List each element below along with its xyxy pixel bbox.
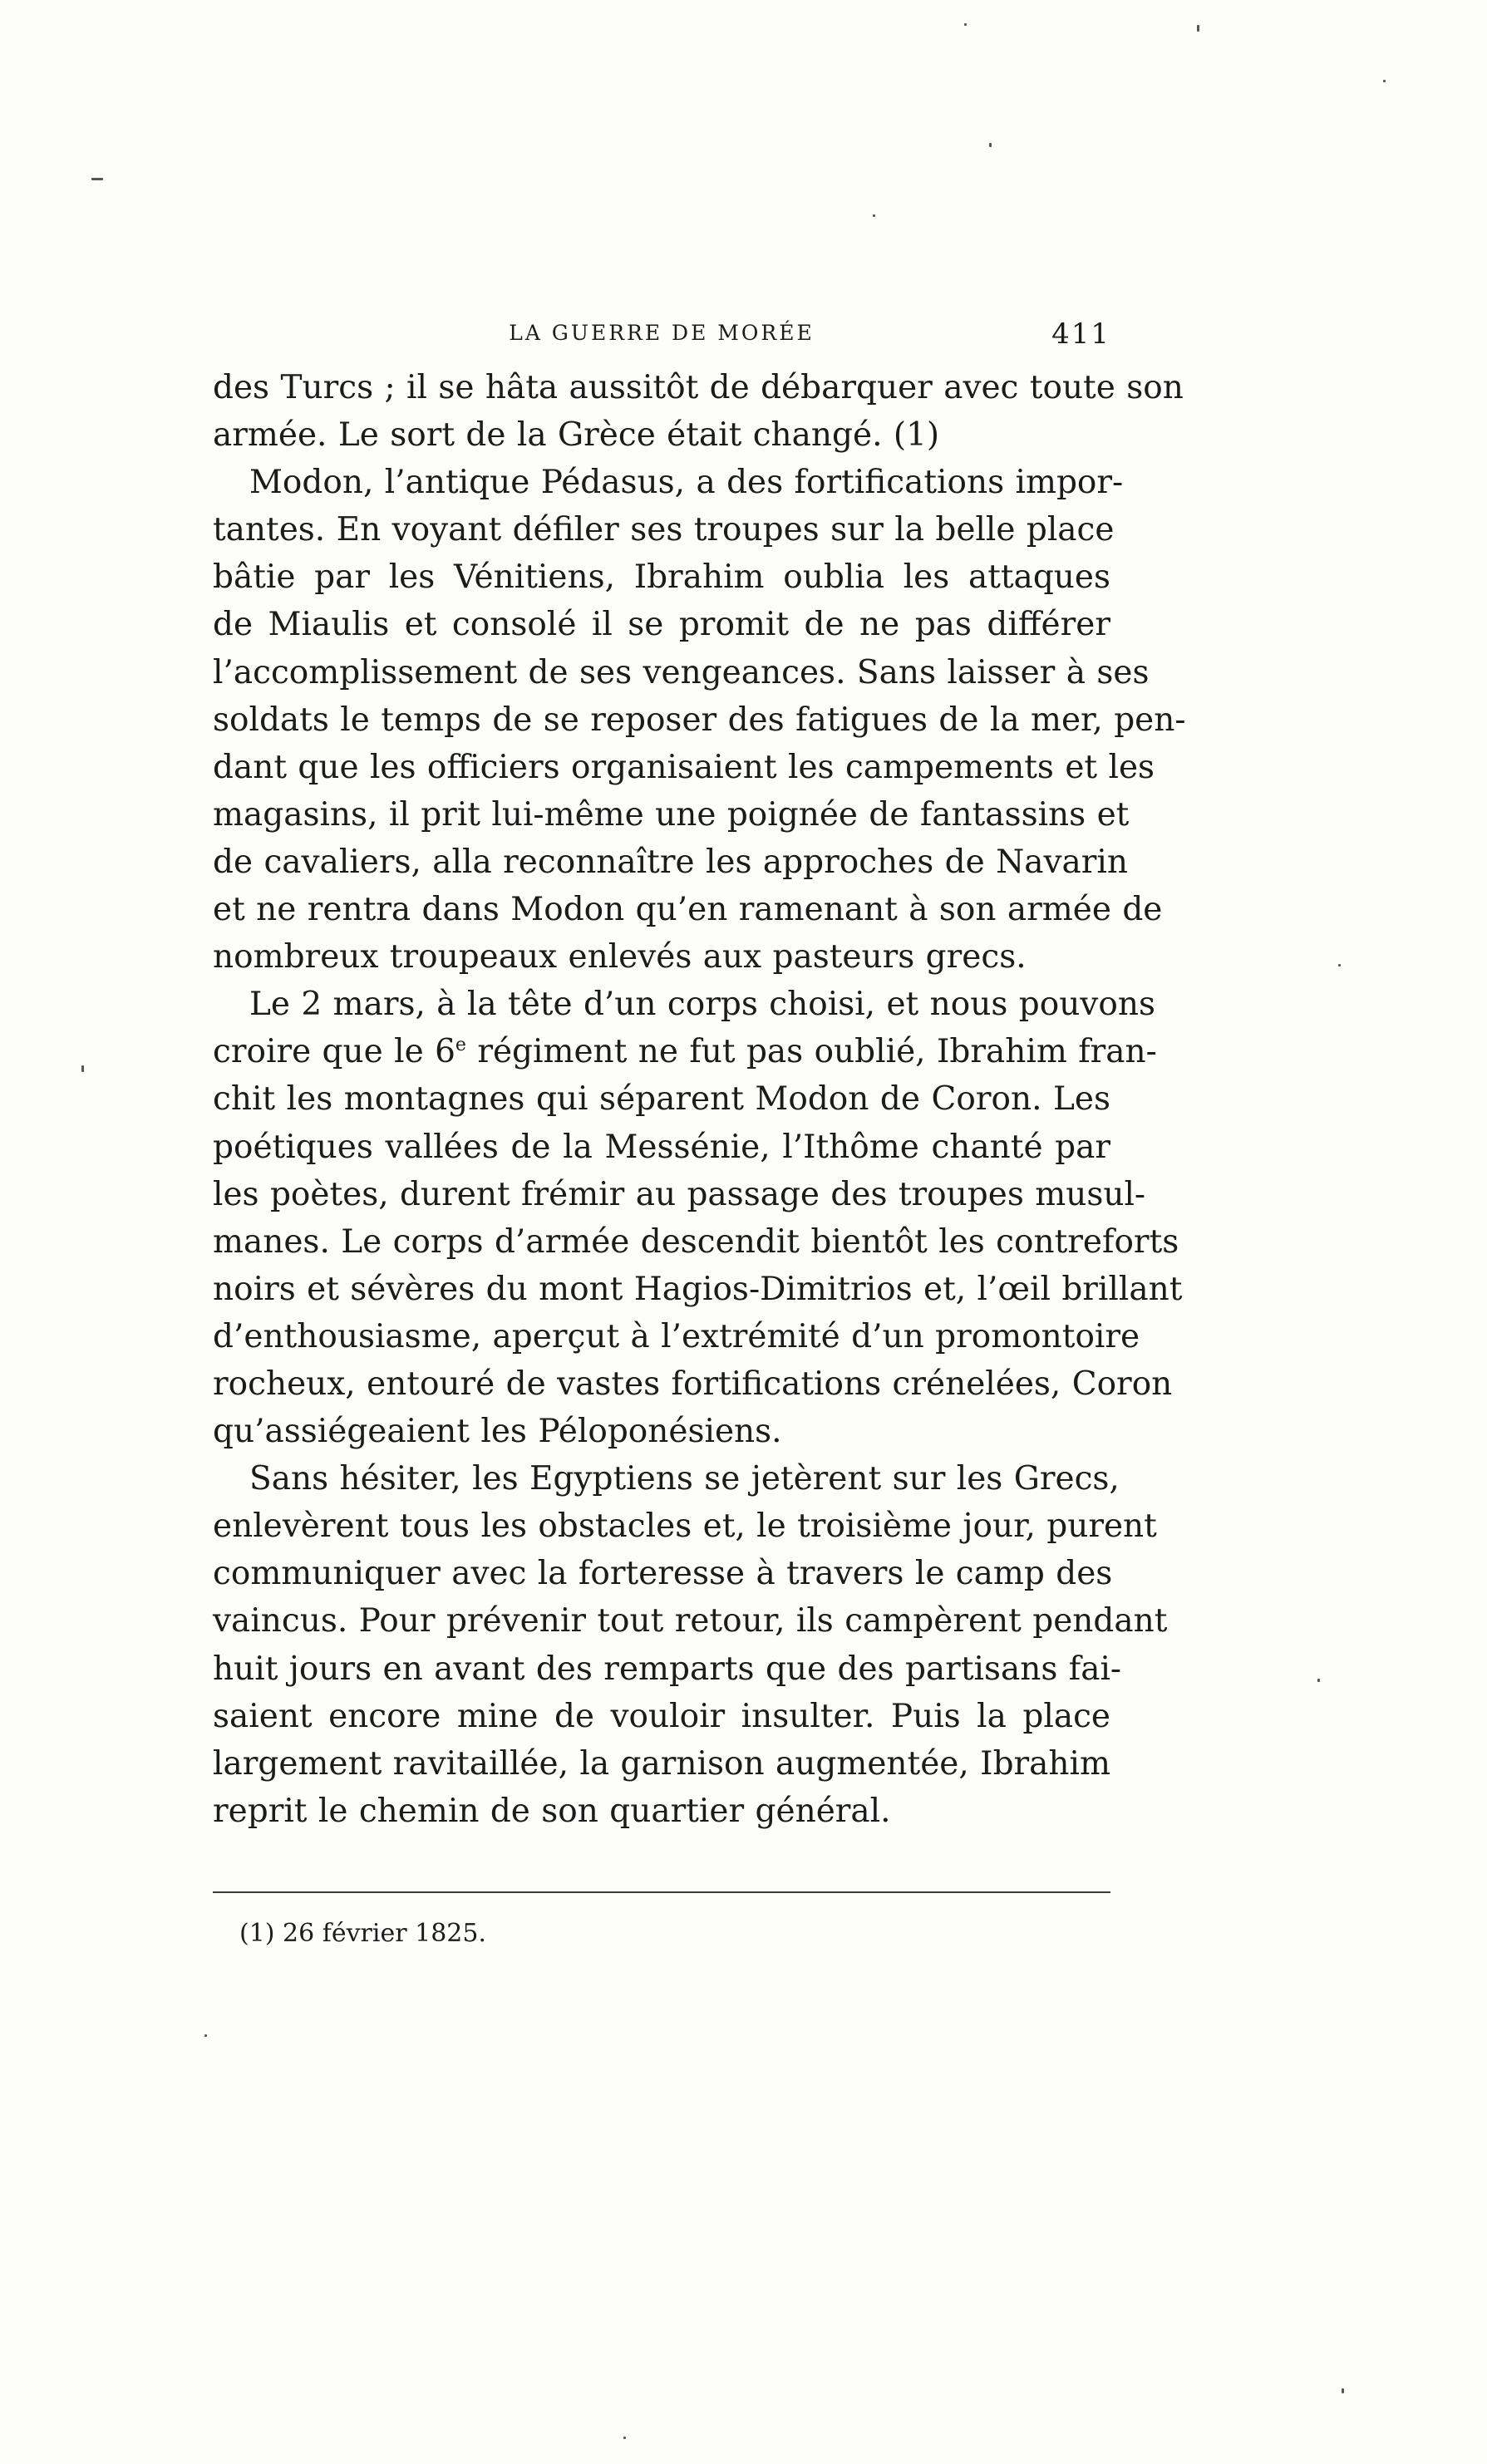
text-line: manes. Le corps d’armée descendit bientôt les contreforts xyxy=(213,1222,1179,1261)
scan-speck xyxy=(964,23,967,26)
text-line: enlevèrent tous les obstacles et, le troisième jour, purent xyxy=(213,1507,1157,1546)
text-line: d’enthousiasme, aperçut à l’extrémité d’un promontoire xyxy=(213,1317,1140,1355)
scan-speck xyxy=(1383,80,1386,82)
text-line: des Turcs ; il se hâta aussitôt de débarquer avec toute son xyxy=(213,369,1184,406)
scan-speck xyxy=(204,2034,207,2037)
text-line: et ne rentra dans Modon qu’en ramenant à son armée de xyxy=(213,891,1163,929)
text-line: huit jours en avant des remparts que des partisans fai- xyxy=(213,1650,1122,1688)
text-line: soldats le temps de se reposer des fatigues de la mer, pen- xyxy=(213,701,1186,739)
text-line: les poètes, durent frémir au passage des troupes musul- xyxy=(213,1175,1146,1213)
scan-speck xyxy=(1197,25,1199,32)
body-text xyxy=(213,364,1186,1835)
text-line: dant que les officiers organisaient les campements et les xyxy=(213,748,1155,786)
text-line: magasins, il prit lui-même une poignée de fantassins et xyxy=(213,795,1130,834)
text-line: vaincus. Pour prévenir tout retour, ils campèrent pendant xyxy=(213,1602,1168,1640)
text-line: largement ravitaillée, la garnison augmentée, Ibrahim xyxy=(213,1744,1110,1783)
text-line: poétiques vallées de la Messénie, l’Ithôme chanté par xyxy=(213,1128,1110,1166)
footnote-divider xyxy=(213,1891,1110,1893)
text-line: qu’assiégeaient les Péloponésiens. xyxy=(213,1413,782,1451)
text-line: l’accomplissement de ses vengeances. Sans laisser à ses xyxy=(213,653,1150,691)
scan-speck xyxy=(989,143,992,147)
scan-speck xyxy=(91,178,103,180)
text-line: chit les montagnes qui séparent Modon de Coron. Les xyxy=(213,1080,1110,1119)
text-line: noirs et sévères du mont Hagios-Dimitrios et, l’œil brillant xyxy=(213,1270,1183,1308)
footnote: (1) 26 février 1825. xyxy=(239,1919,486,1948)
scan-speck xyxy=(1317,1679,1320,1682)
text-fragment: régiment ne fut pas oublié, Ibrahim fran- xyxy=(465,1033,1157,1071)
text-line: bâtie par les Vénitiens, Ibrahim oublia les attaques xyxy=(213,558,1110,597)
scan-speck xyxy=(81,1065,84,1072)
scan-speck xyxy=(873,214,875,217)
scan-speck xyxy=(623,2437,626,2439)
text-line: de cavaliers, alla reconnaître les approches de Navarin xyxy=(213,843,1128,881)
text-line: Modon, l’antique Pédasus, a des fortifications impor- xyxy=(249,464,1124,502)
text-line: de Miaulis et consolé il se promit de ne pas différer xyxy=(213,606,1110,644)
scan-speck xyxy=(1338,964,1341,966)
text-fragment: croire que le 6 xyxy=(213,1033,455,1071)
text-line: reprit le chemin de son quartier général. xyxy=(213,1792,891,1830)
text-line: tantes. En voyant défiler ses troupes sur la belle place xyxy=(213,511,1115,549)
running-title: LA GUERRE DE MORÉE xyxy=(509,321,815,345)
text-line: rocheux, entouré de vastes fortifications crénelées, Coron xyxy=(213,1365,1173,1403)
text-line: Le 2 mars, à la tête d’un corps choisi, et nous pouvons xyxy=(249,986,1155,1024)
scan-speck xyxy=(1342,2388,1344,2393)
text-line: armée. Le sort de la Grèce était changé. (1) xyxy=(213,416,940,455)
page-number: 411 xyxy=(1051,317,1110,351)
text-line: saient encore mine de vouloir insulter. Puis la place xyxy=(213,1697,1110,1735)
text-line xyxy=(213,1028,1157,1075)
running-head xyxy=(213,317,1110,359)
text-line: nombreux troupeaux enlevés aux pasteurs grecs. xyxy=(213,938,1027,976)
superscript: e xyxy=(455,1035,466,1056)
text-line: Sans hésiter, les Egyptiens se jetèrent sur les Grecs, xyxy=(249,1460,1120,1498)
text-line: communiquer avec la forteresse à travers le camp des xyxy=(213,1555,1113,1593)
